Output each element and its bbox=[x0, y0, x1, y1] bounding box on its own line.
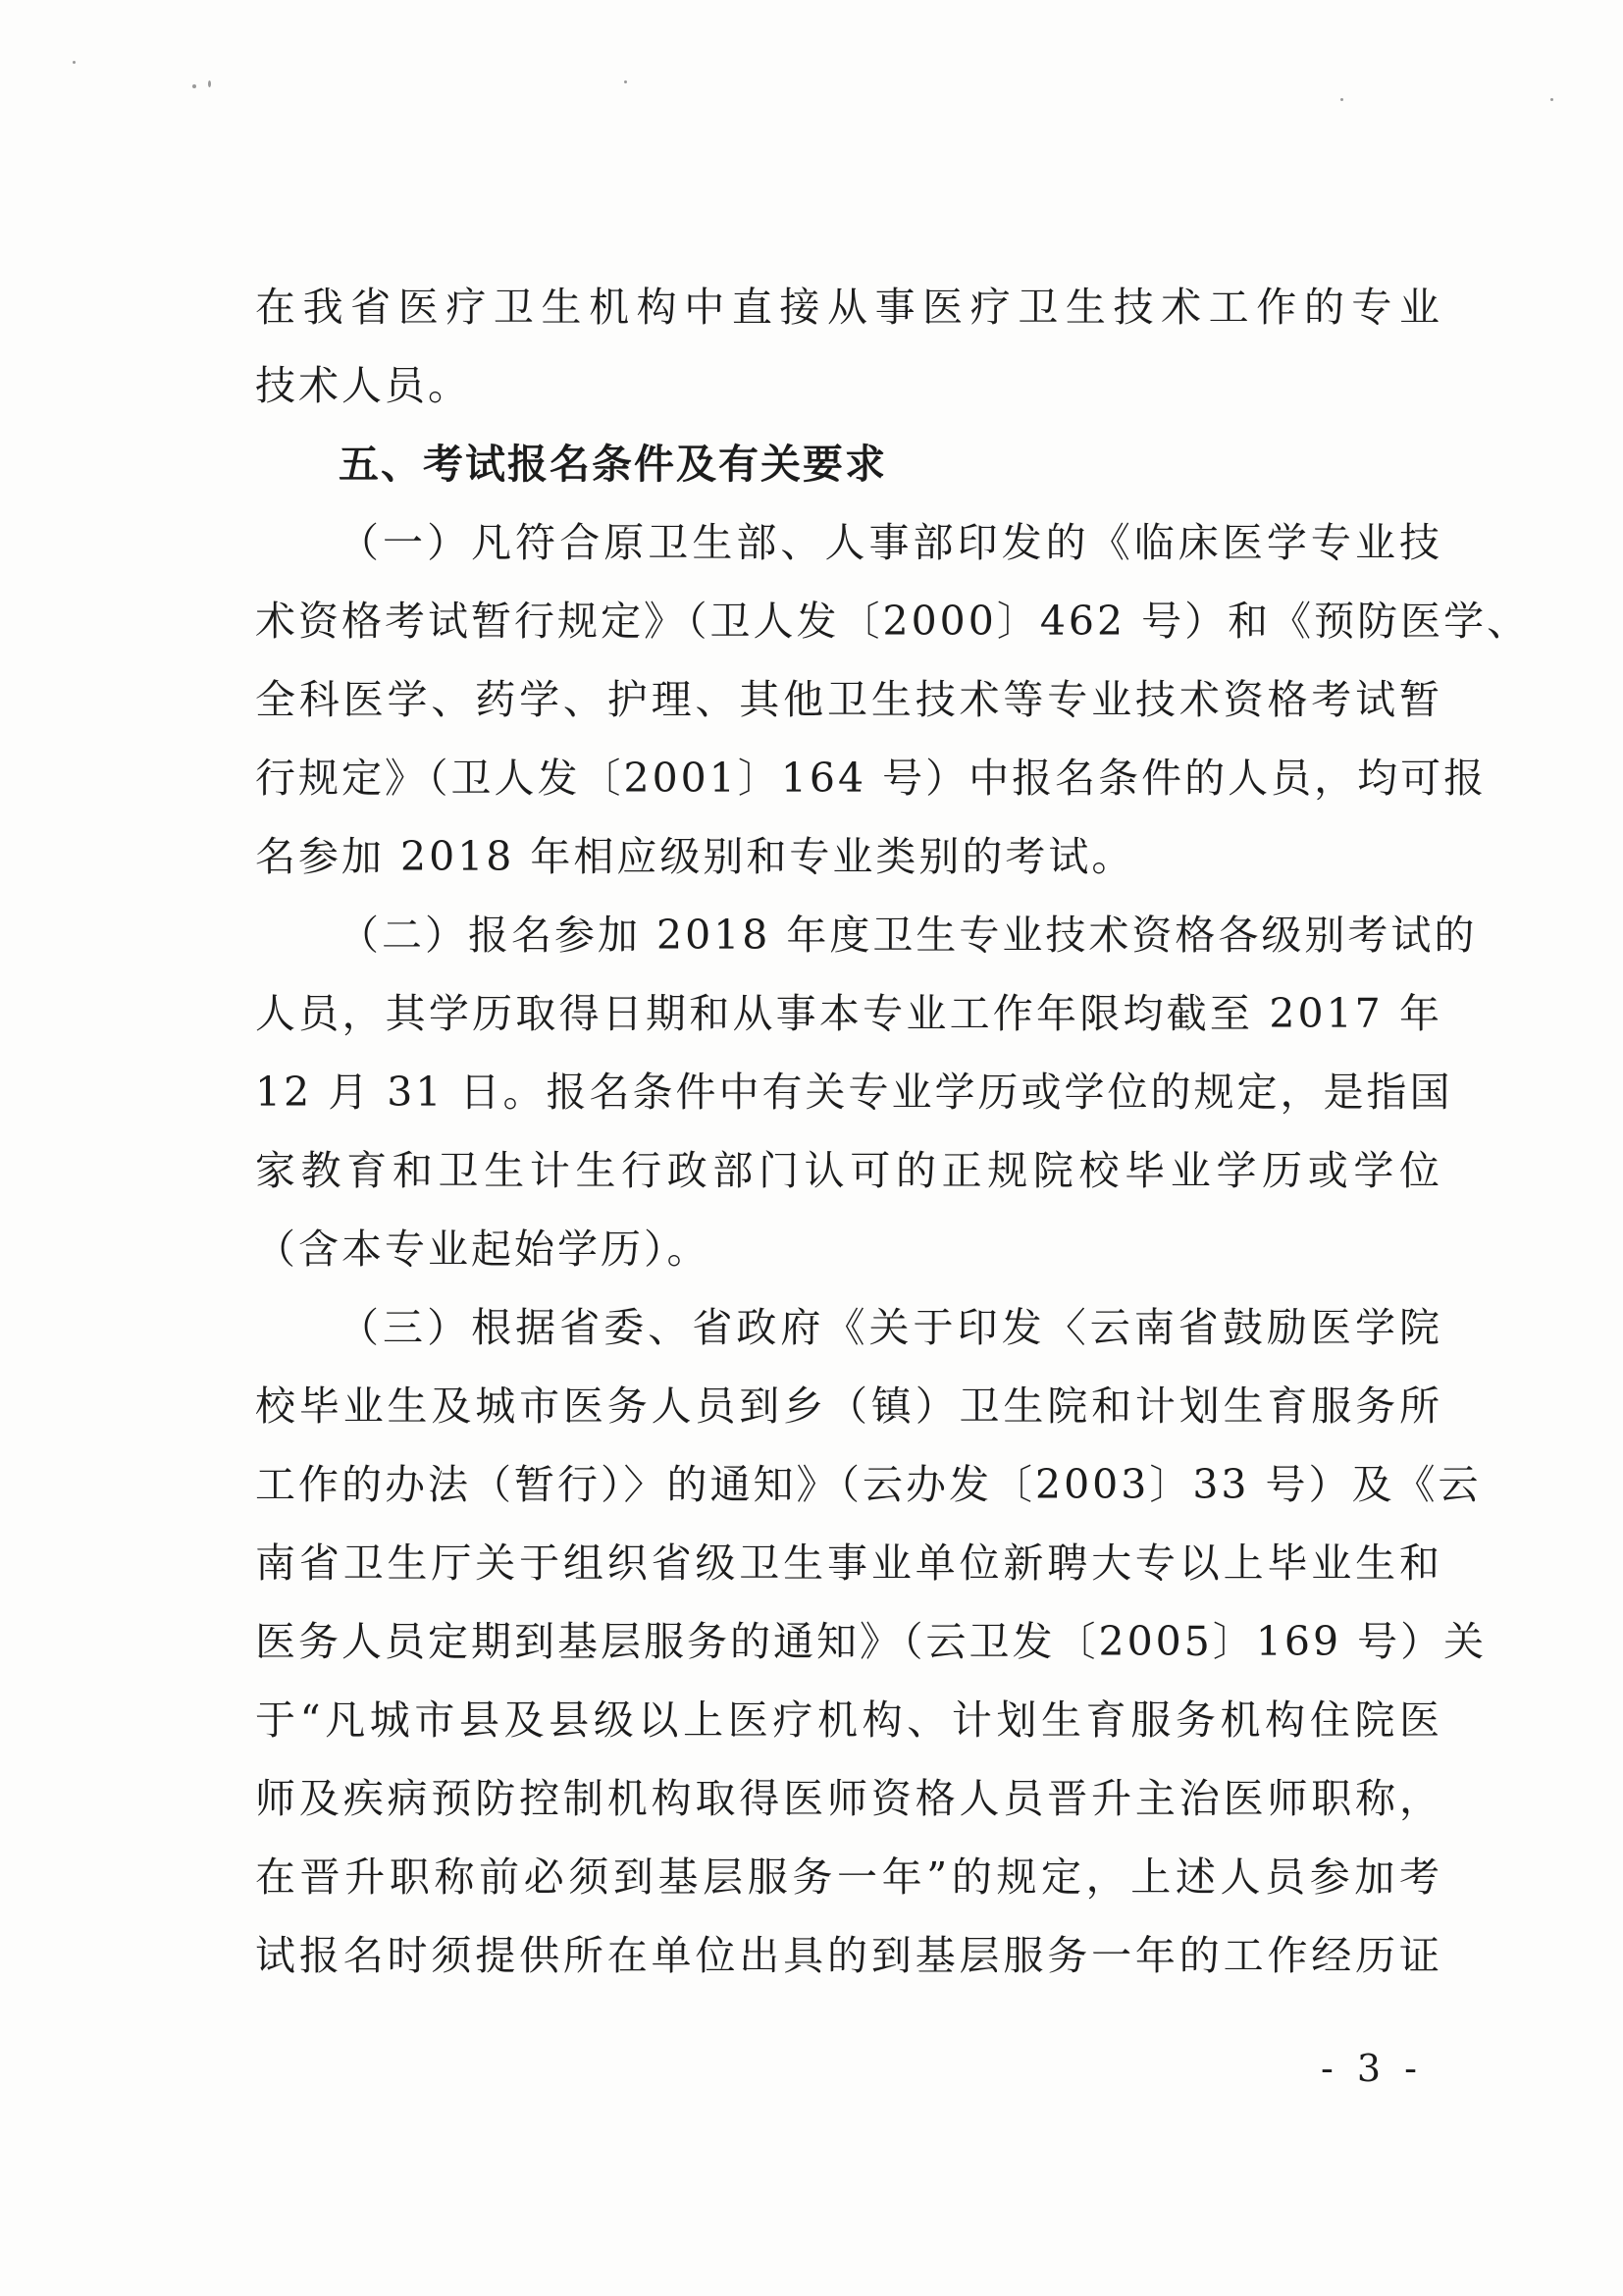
body-line: （一）凡符合原卫生部、人事部印发的《临床医学专业技 bbox=[339, 519, 1442, 566]
scan-speck bbox=[192, 84, 196, 88]
body-line: 医务人员定期到基层服务的通知》（云卫发〔2005〕169 号）关 bbox=[255, 1618, 1488, 1665]
body-line: 12 月 31 日。报名条件中有关专业学历或学位的规定，是指国 bbox=[255, 1069, 1453, 1116]
body-line: 试报名时须提供所在单位出具的到基层服务一年的工作经历证 bbox=[255, 1932, 1442, 1979]
body-line: 术资格考试暂行规定》（卫人发〔2000〕462 号）和《预防医学、 bbox=[255, 598, 1531, 645]
body-line: 家教育和卫生计生行政部门认可的正规院校毕业学历或学位 bbox=[255, 1147, 1442, 1194]
section-heading: 五、考试报名条件及有关要求 bbox=[339, 441, 887, 488]
body-line: 南省卫生厅关于组织省级卫生事业单位新聘大专以上毕业生和 bbox=[255, 1539, 1442, 1587]
body-line: （二）报名参加 2018 年度卫生专业技术资格各级别考试的 bbox=[339, 912, 1478, 959]
scan-speck bbox=[1340, 98, 1343, 101]
body-line: 校毕业生及城市医务人员到乡（镇）卫生院和计划生育服务所 bbox=[255, 1383, 1442, 1430]
body-line: 全科医学、药学、护理、其他卫生技术等专业技术资格考试暂 bbox=[255, 676, 1442, 723]
page-number: - 3 - bbox=[1320, 2047, 1423, 2090]
scan-speck bbox=[73, 61, 76, 64]
body-line: 行规定》（卫人发〔2001〕164 号）中报名条件的人员，均可报 bbox=[255, 755, 1488, 802]
body-line: 工作的办法（暂行）〉的通知》（云办发〔2003〕33 号）及《云 bbox=[255, 1461, 1482, 1508]
body-line: 在晋升职称前必须到基层服务一年”的规定，上述人员参加考 bbox=[255, 1853, 1442, 1901]
scan-speck bbox=[208, 80, 211, 87]
body-line: 技术人员。 bbox=[255, 362, 471, 409]
scan-artifacts bbox=[0, 0, 1623, 118]
body-line: （三）根据省委、省政府《关于印发〈云南省鼓励医学院 bbox=[339, 1304, 1442, 1351]
body-line: 在我省医疗卫生机构中直接从事医疗卫生技术工作的专业 bbox=[255, 284, 1442, 331]
body-line: 于“凡城市县及县级以上医疗机构、计划生育服务机构住院医 bbox=[255, 1696, 1442, 1744]
body-line: 师及疾病预防控制机构取得医师资格人员晋升主治医师职称， bbox=[255, 1775, 1442, 1822]
scan-speck bbox=[624, 80, 627, 83]
body-line: （含本专业起始学历）。 bbox=[255, 1226, 710, 1273]
body-line: 名参加 2018 年相应级别和专业类别的考试。 bbox=[255, 833, 1135, 880]
scan-speck bbox=[1550, 98, 1553, 101]
body-line: 人员，其学历取得日期和从事本专业工作年限均截至 2017 年 bbox=[255, 990, 1442, 1037]
